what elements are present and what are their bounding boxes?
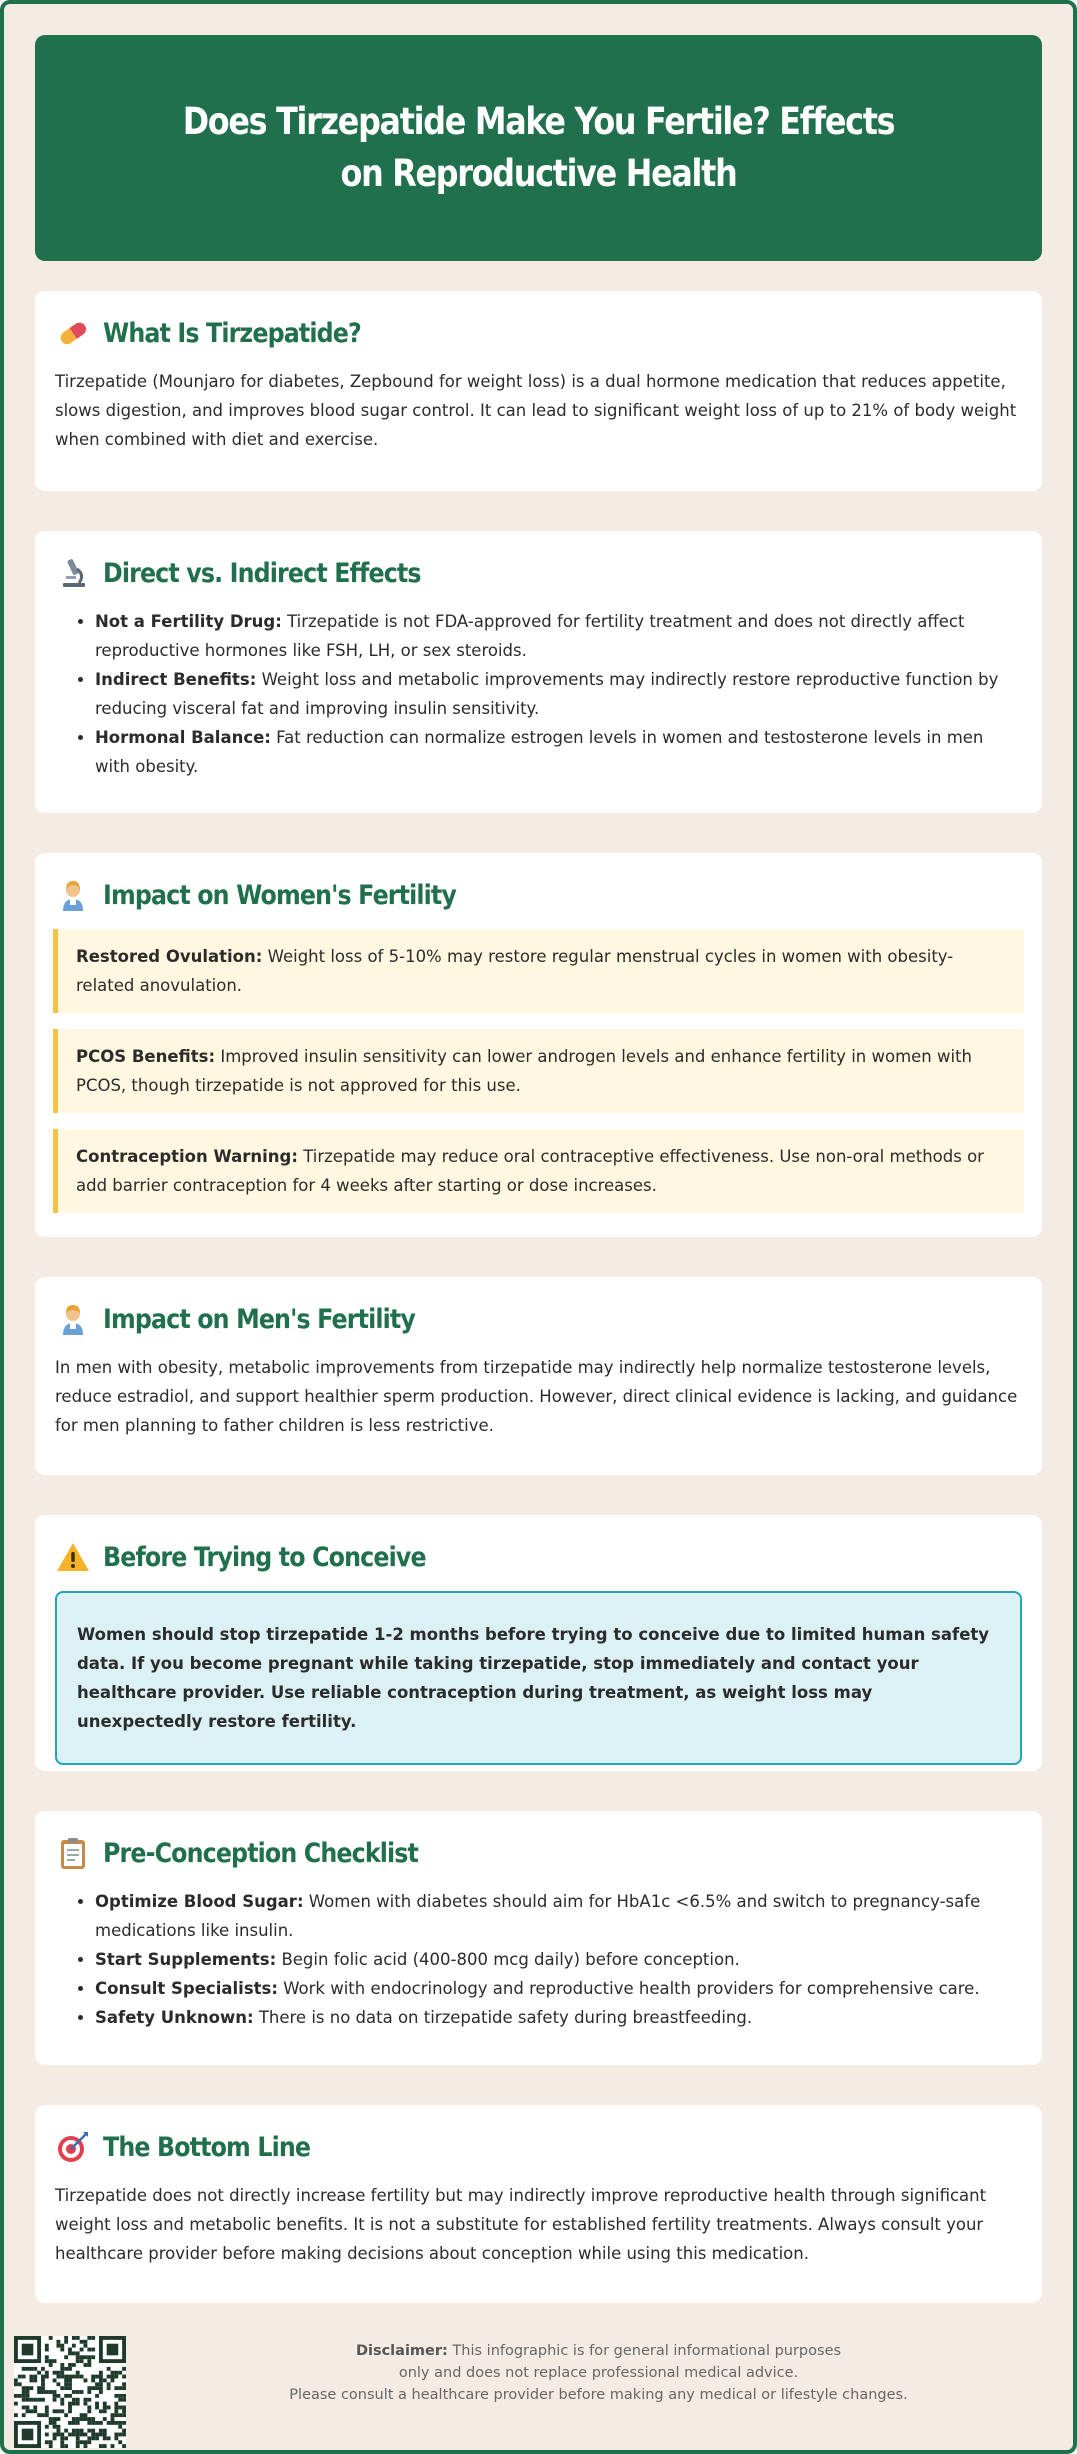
section-body: In men with obesity, metabolic improvements from tirzepatide may indirectly help normalize testosterone levels, reduce estradiol, and support healthier sperm production. However, direct clinical evidence is lacking, and guidance for men planning to father children is less restrictive. xyxy=(55,1358,1018,1435)
section-body: Tirzepatide does not directly increase fertility but may indirectly improve reproductive health through significant weight loss and metabolic benefits. It is not a substitute for established fertility treatments. Always consult your healthcare provider before making decisions about conception while using this medication. xyxy=(55,2186,987,2263)
list-item: • Indirect Benefits: Weight loss and metabolic improvements may indirectly restore reproductive function by reducing visceral fat and improving insulin sensitivity. xyxy=(95,665,1022,723)
section-checklist xyxy=(35,1811,1042,2065)
microscope-icon xyxy=(55,555,91,591)
section-bottom-line xyxy=(35,2105,1042,2303)
list-item: • Optimize Blood Sugar: Women with diabetes should aim for HbA1c <6.5% and switch to pregnancy-safe medications like insulin. xyxy=(95,1887,1022,1945)
callout-pcos-benefits: PCOS Benefits: Improved insulin sensitivity can lower androgen levels and enhance fertility in women with PCOS, though tirzepatide is not approved for this use. xyxy=(53,1029,1024,1113)
section-body: Tirzepatide (Mounjaro for diabetes, Zepbound for weight loss) is a dual hormone medication that reduces appetite, slows digestion, and improves blood sugar control. It can lead to significant weight loss of up to 21% of body weight when combined with diet and exercise. xyxy=(55,372,1017,449)
man-health-worker-icon xyxy=(55,1301,91,1337)
page-title: Does Tirzepatide Make You Fertile? Effects on Reproductive Health xyxy=(182,100,895,195)
qr-code-icon[interactable] xyxy=(14,2336,126,2448)
conceive-alert: Women should stop tirzepatide 1-2 months before trying to conceive due to limited human safety data. If you become pregnant while taking tirzepatide, stop immediately and contact your healthcare provider. Use reliable contraception during treatment, as weight loss may unexpectedly restore fertility. xyxy=(55,1591,1022,1765)
section-before-conceive xyxy=(35,1515,1042,1771)
disclaimer: Disclaimer: This infographic is for general informational purposes only and does not replace professional medical advice. Please consult a healthcare provider before making any medical or lifestyle changes. xyxy=(289,2343,908,2403)
callout-contraception-warning: Contraception Warning: Tirzepatide may reduce oral contraceptive effectiveness. Use non-oral methods or add barrier contraception for 4 weeks after starting or dose increases. xyxy=(53,1129,1024,1213)
section-title: Impact on Women's Fertility xyxy=(103,879,457,911)
section-title: What Is Tirzepatide? xyxy=(103,317,361,349)
section-title: The Bottom Line xyxy=(103,2131,311,2163)
list-item: • Hormonal Balance: Fat reduction can normalize estrogen levels in women and testosterone levels in men with obesity. xyxy=(95,723,1022,781)
section-title: Direct vs. Indirect Effects xyxy=(103,557,421,589)
section-title: Impact on Men's Fertility xyxy=(103,1303,415,1335)
section-direct-indirect xyxy=(35,531,1042,813)
list-item: • Start Supplements: Begin folic acid (400-800 mcg daily) before conception. xyxy=(95,1945,1022,1974)
callout-restored-ovulation: Restored Ovulation: Weight loss of 5-10% may restore regular menstrual cycles in women with obesity-related anovulation. xyxy=(53,929,1024,1013)
effects-list xyxy=(55,607,1022,781)
list-item: • Not a Fertility Drug: Tirzepatide is not FDA-approved for fertility treatment and does not directly affect reproductive hormones like FSH, LH, or sex steroids. xyxy=(95,607,1022,665)
section-women-fertility xyxy=(35,853,1042,1237)
warning-icon xyxy=(55,1539,91,1575)
list-item: • Consult Specialists: Work with endocrinology and reproductive health providers for comprehensive care. xyxy=(95,1974,1022,2003)
disclaimer-label: Disclaimer: xyxy=(355,2343,448,2359)
woman-health-worker-icon xyxy=(55,877,91,913)
footer xyxy=(8,2326,1069,2446)
section-title: Pre-Conception Checklist xyxy=(103,1837,419,1869)
target-icon xyxy=(55,2129,91,2165)
clipboard-icon xyxy=(55,1835,91,1871)
section-what-is xyxy=(35,291,1042,491)
checklist-list xyxy=(55,1887,1022,2032)
section-title: Before Trying to Conceive xyxy=(103,1541,426,1573)
section-men-fertility xyxy=(35,1277,1042,1475)
pill-icon xyxy=(55,315,91,351)
page-header xyxy=(35,35,1042,261)
list-item: • Safety Unknown: There is no data on tirzepatide safety during breastfeeding. xyxy=(95,2003,1022,2032)
